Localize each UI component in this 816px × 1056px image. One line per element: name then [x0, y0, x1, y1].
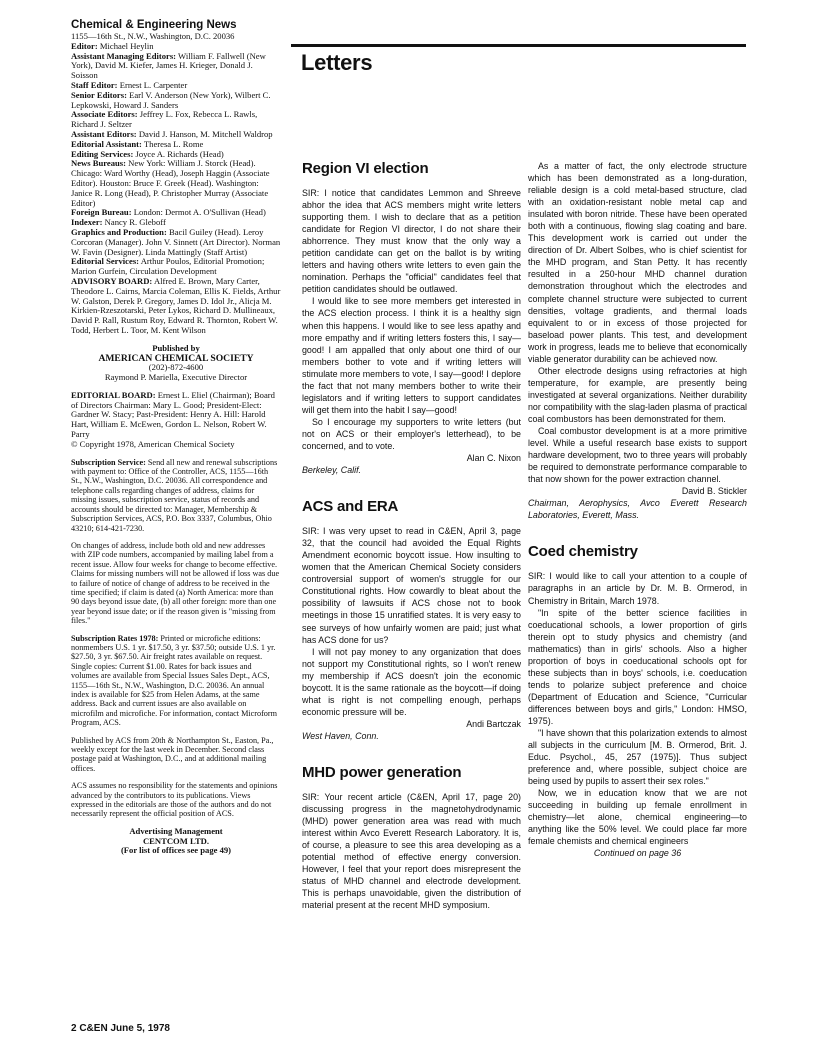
mhd-affiliation: Chairman, Aerophysics, Avco Everett Research Laboratories, Everett, Mass.	[528, 498, 747, 521]
staff-entry-text: Bacil Guiley (Head). Leroy Corcoran (Manager). John V. Sinnett (Art Director). Norman W. Favin (Designer). Linda Mattingly (Staff Artist)	[71, 226, 281, 257]
staff-entry-text: New York: William J. Storck (Head). Chicago: Ward Worthy (Head), Joseph Haggin (Associate Editor). Houston: Bruce F. Greek (Head). Washington: Janice R. Long (Head), P. Christopher Murray (Associate Editor)	[71, 158, 270, 208]
staff-entry	[71, 257, 281, 277]
staff-entry-label: Assistant Managing Editors:	[71, 50, 177, 61]
exec-director: Raymond P. Mariella, Executive Director	[104, 372, 248, 383]
masthead	[71, 18, 281, 856]
staff-entry-text: Alfred E. Brown, Mary Carter, Theodore L. Cairns, Marcia Coleman, Ellis K. Fields, Arthur W. Galston, Derek P. Gregory, James D. Idol Jr., Alicja M. Kirkien-Rzeszotarski, Peter Lykos, Richard D. Mullineaux, David P. Rall, Rustum Roy, Edward R. Thornton, Robert W. Todd, Herbert L. Toor, M. Kent Wilson	[71, 275, 281, 335]
era-p1: SIR: I was very upset to read in C&EN, April 3, page 32, that the council had avoided the Equal Rights Amendment economic boycott issue. How insulting to women that the American Chemical Society considers controversial support of women's struggle for our Constitutional rights. How cowardly to bleat about the possibility of lawsuits if ACS chose not to book meetings in those 15 unratified states. It is very easy to see surveys of how unfairly women are paid; just what has ACS done for us?	[302, 526, 521, 645]
centcom: CENTCOM LTD.	[142, 835, 210, 846]
staff-entry-label: ADVISORY BOARD:	[71, 275, 153, 286]
staff-entry-label: Senior Editors:	[71, 89, 127, 100]
editorial-board-label: EDITORIAL BOARD:	[71, 389, 156, 400]
era-p2: I will not pay money to any organization that does not support my Constitutional rights, so I won't renew my membership if ACS doesn't join the economic boycott. It is the same rationale as the boycott—if doing what is right is not compelling enough, perhaps economic pressure will be.	[302, 646, 521, 717]
page-title: Letters	[301, 50, 373, 75]
staff-entry-text: Joyce A. Richards (Head)	[135, 148, 224, 159]
editor-label: Editor:	[71, 40, 98, 51]
staff-entry-label: Editing Services:	[71, 148, 134, 159]
header-rule	[291, 44, 746, 47]
advertising-management: Advertising Management	[129, 825, 223, 836]
coed-p3: "I have shown that this polarization extends to almost all subjects in the curriculum [M. B. Ormerod, Brit. J. Educ. Psychol., 45, 257 (1975)]. Thus subject preference and, where possible, subject choice are being used by pupils to assert their sex roles."	[528, 728, 747, 787]
heading-mhd: MHD power generation	[302, 763, 462, 781]
staff-entry-text: Arthur Poulos, Editorial Promotion; Marion Gurfein, Circulation Development	[71, 256, 265, 277]
staff-entry-label: Editorial Services:	[71, 256, 140, 267]
subscription-rates: Subscription Rates 1978: Printed or microfiche editions: nonmembers U.S. 1 yr. $17.50, 3 yr. $37.50; outside U.S. 1 yr. $27.50, 3 yr. $67.50. Air freight rates available on request. Single copies: Current $1.00. Rates for back issues and volumes are available from Special Issues Sales Dept., ACS, 1155—16th St., N.W., Washington, D.C. 20036. An annual index is available for $25 from Helen Adams, at the same address. Back and current issues are also available on microfilm and microfiche. For information, contact Microform Program, ACS.	[71, 633, 277, 728]
offices-note: (For list of offices see page 49)	[120, 845, 232, 856]
staff-entry-text: Jeffrey L. Fox, Rebecca L. Rawls, Richard J. Seltzer	[71, 109, 258, 130]
mhd-p4: Coal combustor development is at a more primitive level. While a useful research base exists to support hardware development, two to three years will probably be required to demonstrate performance comparable to that now shown for the power extraction channel.	[528, 426, 747, 485]
staff-entry-label: Graphics and Production:	[71, 226, 167, 237]
staff-entry	[71, 228, 281, 257]
region-location: Berkeley, Calif.	[302, 465, 362, 476]
published-info: Published by ACS from 20th & Northampton St., Easton, Pa., weekly except for the last week in December. Second class postage paid at Washington, D.C., and at additional mailing offices.	[71, 735, 274, 773]
heading-acs-era: ACS and ERA	[302, 498, 399, 516]
advertising-block	[71, 827, 281, 856]
mhd-signature: David B. Stickler	[681, 486, 747, 497]
staff-list	[71, 52, 281, 336]
staff-entry-label: Assistant Editors:	[71, 128, 137, 139]
coed-p1: SIR: I would like to call your attention to a couple of paragraphs in an article by Dr. M. B. Ormerod, in Chemistry in Britain, March 1978.	[528, 571, 747, 606]
disclaimer: ACS assumes no responsibility for the statements and opinions advanced by the contributors to its publications. Views expressed in the editorials are those of the authors and do not necessarily represent the official position of ACS.	[71, 781, 278, 819]
column-left	[302, 160, 521, 911]
editor-name: Michael Heylin	[99, 40, 154, 51]
region-p2: I would like to see more members get interested in the ACS election process. I think it is a healthy sign when this happens. I would like to see less apathy and more empathy and if writing letters fosters this, I say—good! I am appalled that only about one third of our members bother to vote and if writing letters will stimulate more members to vote, I say—good! I deplore the fact that not many members bother to write their legislators and if writing letters to support candidates will get them into the habit I say—good!	[302, 296, 521, 415]
phone: (202)-872-4600	[148, 362, 204, 373]
staff-entry-text: Earl V. Anderson (New York), Wilbert C. Lepkowski, Howard J. Sanders	[71, 89, 271, 110]
editorial-board: EDITORIAL BOARD: Ernest L. Eliel (Chairman); Board of Directors Chairman: Mary L. Good; President-Elect: Gardner W. Stacy; Past-President: Henry A. Hill: Harold Hart, William E. McEwen, Gordon L. Nelson, Robert W. Parry	[71, 389, 275, 440]
staff-entry	[71, 110, 281, 130]
change-of-address: On changes of address, include both old and new addresses with ZIP code numbers, accompanied by mailing label from a recent issue. Allow four weeks for change to become effective. Claims for missing numbers will not be allowed if loss was due to failure of notice of change of address to be received in the time specified; if claim is dated (a) North America: more than 90 days beyond issue date, (b) all other foreign: more than one year beyond issue date; or if the reason given is "missing from files."	[71, 540, 280, 626]
staff-entry	[71, 91, 281, 111]
era-signature: Andi Bartczak	[466, 718, 521, 729]
society-name: AMERICAN CHEMICAL SOCIETY	[98, 352, 254, 364]
mhd-p2: As a matter of fact, the only electrode structure which has been demonstrated as a long-duration, reliable design is a cold metal-based structure, clad with an oxidation-resistant noble metal cap and insulated with boron nitride. These have been operated both with a continuous, flowing slag coating and bare. This development work is carried out under the direction of Dr. Albert Solbes, who is chief scientist for the MHD program, and Stan Petty. It has recently resulted in a 250-hour MHD channel duration demonstration throughout which the electrodes and complete channel structure were subjected to current densities, voltage gradients, and thermal loads equivalent to or in excess of those projected for baseload power plants. This test, and development work in progress, leads me to believe that economically viable generator durability can be achieved now.	[528, 161, 747, 364]
page-footer: 2 C&EN June 5, 1978	[71, 1023, 170, 1034]
coed-p2: "In spite of the better science facilities in coeducational schools, a lower proportion of girls therein opt to study physics and chemistry (and mathematics) than in girls' schools. Also a higher proportion of boys in coeducational schools opt for these subjects than in boys' schools, i.e. coeducation tends to polarize subject preference and choice (Department of Education and Science, "Curricular differences between boys and girls," London: HMSO, 1975).	[528, 607, 747, 726]
region-p3: So I encourage my supporters to write letters (but not on ACS or their employer's letterhead), to be concerned, and to vote.	[302, 416, 521, 451]
region-signature: Alan C. Nixon	[466, 453, 521, 464]
staff-entry-text: William F. Fallwell (New York), David M. Kiefer, James H. Krieger, Donald J. Soisson	[71, 50, 266, 81]
column-right	[528, 160, 747, 860]
heading-coed: Coed chemistry	[528, 543, 638, 561]
heading-region-vi: Region VI election	[302, 160, 429, 177]
staff-entry-text: Nancy R. Gleboff	[104, 217, 166, 228]
copyright: © Copyright 1978, American Chemical Society	[71, 438, 235, 449]
staff-entry-label: Editorial Assistant:	[71, 138, 142, 149]
publication-name: Chemical & Engineering News	[71, 19, 237, 31]
region-p1: SIR: I notice that candidates Lemmon and Shreeve abhor the idea that ACS members might write letters supporting them. I wish to declare that as a petition candidate for Region VI director, I do not share their abhorrence. They must know that the only way a petition candidate can get on the ballot is by writing letters and having others write letters to even gain the nomination. Perhaps the "official" candidates feel that petition candidates should be outlawed.	[302, 188, 521, 295]
era-location: West Haven, Conn.	[302, 730, 379, 741]
staff-entry-text: David J. Hanson, M. Mitchell Waldrop	[138, 128, 273, 139]
staff-entry-label: Staff Editor:	[71, 79, 118, 90]
staff-entry-text: London: Dermot A. O'Sullivan (Head)	[133, 207, 266, 218]
staff-entry-label: News Bureaus:	[71, 158, 126, 169]
publisher-block	[71, 344, 281, 383]
staff-entry	[71, 52, 281, 81]
staff-entry-label: Associate Editors:	[71, 109, 138, 120]
staff-entry	[71, 159, 281, 208]
staff-entry-text: Ernest L. Carpenter	[119, 79, 188, 90]
coed-p4: Now, we in education know that we are not succeeding in building up female enrollment in chemistry—let alone, chemical engineering—to anything like the 50% level. We could place far more female chemists and chemical engineers	[528, 788, 747, 847]
mhd-p1: SIR: Your recent article (C&EN, April 17, page 20) discussing progress in the magnetohydrodynamic (MHD) power generation area was read with much interest within Avco Everett Research Laboratory. It is, of course, a pleasure to see this area developing as a potential method of effective energy conversion. However, I feel that your report does misrepresent the status of MHD channel and electrode development. This is perhaps unavoidable, given the distribution of material present at the recent MHD symposium.	[302, 791, 521, 911]
staff-entry	[71, 277, 281, 336]
address: 1155—16th St., N.W., Washington, D.C. 20036	[71, 31, 235, 41]
staff-entry-label: Foreign Bureau:	[71, 207, 132, 218]
staff-entry-label: Indexer:	[71, 217, 103, 228]
subscription-service: Subscription Service: Send all new and renewal subscriptions with payment to: Office of the Controller, ACS, 1155—16th St., N.W., Washington, D.C. 20036. All correspondence and telephone calls regarding changes of address, claims for missing issues, subscription service, status of records and accounts should be directed to: Manager, Membership & Subscription Services, ACS, P.O. Box 3337, Columbus, Ohio 43210; 614-421-7230.	[71, 457, 278, 533]
mhd-p3: Other electrode designs using refractories at high temperature, for example, are presently being investigated at several organizations. Neither durability nor compatibility with the slag-laden plasma of practical coal combustors has been demonstrated for them.	[528, 365, 747, 424]
continued-note: Continued on page 36	[593, 848, 682, 859]
published-by: Published by	[152, 342, 200, 353]
staff-entry-text: Theresa L. Rome	[143, 138, 204, 149]
